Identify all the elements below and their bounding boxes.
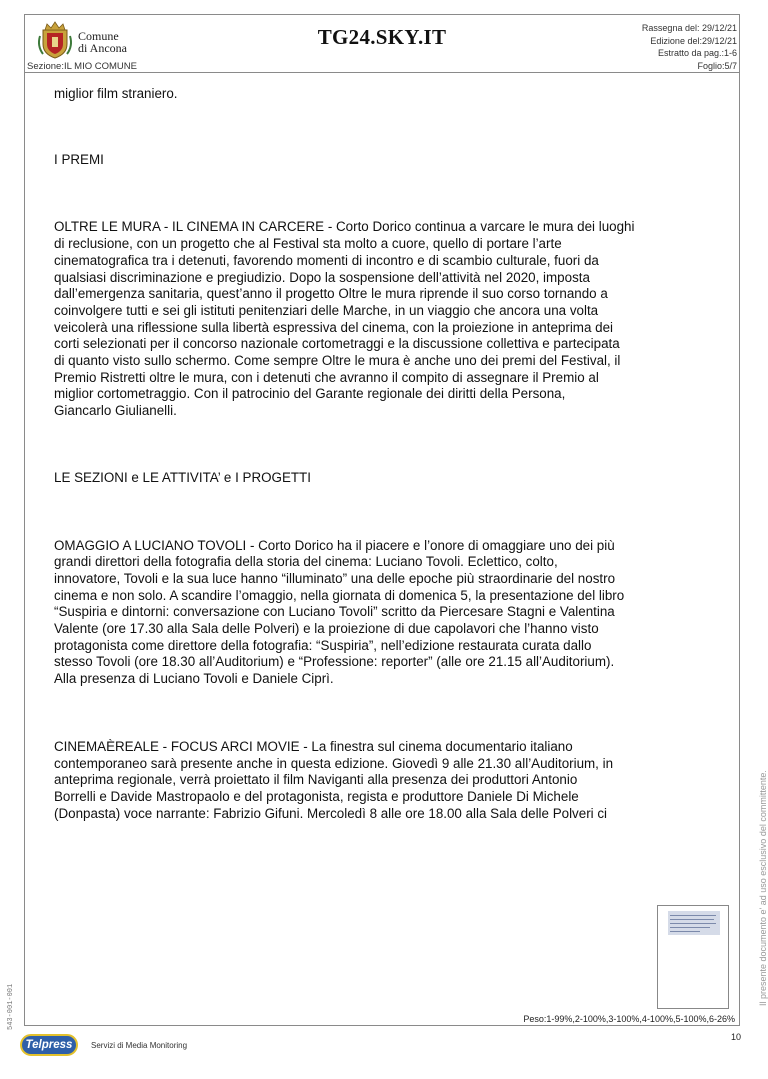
paragraph-cinemaereale: CINEMAÈREALE - FOCUS ARCI MOVIE - La finestra sul cinema documentario italiano contemporaneo sarà presente anche in questa edizione. Giovedì 9 alle 21.30 all’Auditorium, in anteprima regionale, verrà proiettato il film Naviganti alla presenza dei produttori Antonio Borrelli e Davide Mastropaolo e del protagonista, regista e produttore Daniele Di Michele (Donpasta) voce narrante: Fabrizio Gifuni. Mercoledì 8 alle ore 18.00 alla Sala delle Polveri ci (54, 738, 614, 821)
comune-name-line2: di Ancona (78, 41, 127, 55)
comune-name (78, 30, 127, 54)
heading-premi: I PREMI (54, 151, 104, 167)
meta-foglio: Foglio:5/7 (697, 60, 737, 71)
meta-rassegna: Rassegna del: 29/12/21 (641, 23, 737, 33)
heading-sezioni: LE SEZIONI e LE ATTIVITA’ e I PROGETTI (54, 469, 311, 485)
page-thumbnail (657, 905, 729, 1009)
comune-name-line1: Comune (78, 29, 119, 43)
usage-notice: Il presente documento e' ad uso esclusivo del committente. (758, 770, 768, 1006)
paragraph-omaggio-tovoli: OMAGGIO A LUCIANO TOVOLI - Corto Dorico ha il piacere e l’onore di omaggiare uno dei più grandi direttori della fotografia della storia del cinema: Luciano Tovoli. Eclettico, colto, innovatore, Tovoli e la sua luce hanno “illuminato” una delle epoche più straordinarie del nostro cinema e non solo. A scandire l’omaggio, nella giornata di domenica 5, la presentazione del libro “Suspiria e dintorni: conversazione con Luciano Tovoli” scritto da Piercesare Stagni e Valentina Valente (ore 17.30 alla Sala delle Polveri) e la proiezione di due capolavori che l’hanno visto protagonista come direttore della fotografia: “Suspiria”, nell’edizione restaurata curata dallo stesso Tovoli (ore 18.30 all’Auditorium) e “Professione: reporter” (alle ore 21.15 all’Auditorium). Alla presenza di Luciano Tovoli e Daniele Ciprì. (54, 537, 625, 687)
telpress-logo: Telpress (20, 1034, 78, 1056)
meta-edizione: Edizione del:29/12/21 (650, 35, 737, 46)
telpress-caption: Servizi di Media Monitoring (91, 1041, 188, 1050)
paragraph-oltre-le-mura: OLTRE LE MURA - IL CINEMA IN CARCERE - Corto Dorico continua a varcare le mura dei luoghi di reclusione, con un progetto che al Festival sta molto a cuore, quello di portare l’arte cinematografica tra i detenuti, favorendo momenti di incontro e di scambio culturale, fuori da qualsiasi discriminazione e pregiudizio. Dopo la sospensione dell’attività nel 2020, imposta dall’emergenza sanitaria, quest’anno il progetto Oltre le mura riprende il suo corso tornando a coinvolgere tutti e sei gli istituti penitenziari delle Marche, in un viaggio che ancora una volta veicolerà una riflessione sulla libertà espressiva del cinema, con la proiezione in anteprima dei corti selezionati per il concorso nazionale cortometraggi e la discussione collettiva e partecipata di quanto visto sullo schermo. Come sempre Oltre le mura è anche uno dei premi del Festival, il Premio Ristretti oltre le mura, con i detenuti che avranno il compito di assegnare il Premio al miglior cortometraggio. Con il patrocinio del Garante regionale dei diritti della Persona, Giancarlo Giulianelli. (54, 219, 635, 419)
comune-crest-icon (37, 20, 73, 60)
meta-estratto: Estratto da pag.:1-6 (657, 48, 737, 58)
press-meta (642, 22, 737, 72)
publication-title: TG24.SKY.IT (317, 25, 447, 49)
lead-fragment: miglior film straniero. (54, 86, 178, 101)
page-number: 10 (730, 1032, 741, 1042)
document-code: 543-001-001 (7, 983, 15, 1030)
header-separator (24, 72, 740, 73)
section-label: Sezione:IL MIO COMUNE (27, 61, 137, 72)
weight-info: Peso:1-99%,2-100%,3-100%,4-100%,5-100%,6-26% (523, 1014, 735, 1024)
article-body (54, 86, 726, 822)
